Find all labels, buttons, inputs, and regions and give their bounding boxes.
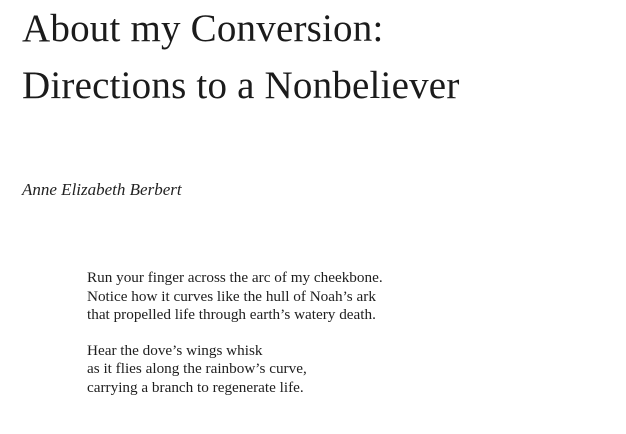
poem-line: Hear the dove’s wings whisk [87, 341, 263, 359]
poem-body [87, 269, 383, 397]
poem-line: carrying a branch to regenerate life. [87, 378, 304, 396]
poem-line: as it flies along the rainbow’s curve, [87, 360, 307, 377]
title-line-2: Directions to a Nonbeliever [22, 64, 460, 107]
author-name: Anne Elizabeth Berbert [22, 180, 182, 199]
poem-line: Notice how it curves like the hull of Noah’s ark [87, 287, 376, 305]
poem-line: that propelled life through earth’s watery death. [87, 306, 376, 323]
poem-title [22, 0, 460, 114]
stanza-1 [87, 269, 383, 325]
title-line-1: About my Conversion: [22, 7, 384, 50]
stanza-2 [87, 342, 383, 398]
poem-line: Run your finger across the arc of my cheekbone. [87, 269, 383, 286]
